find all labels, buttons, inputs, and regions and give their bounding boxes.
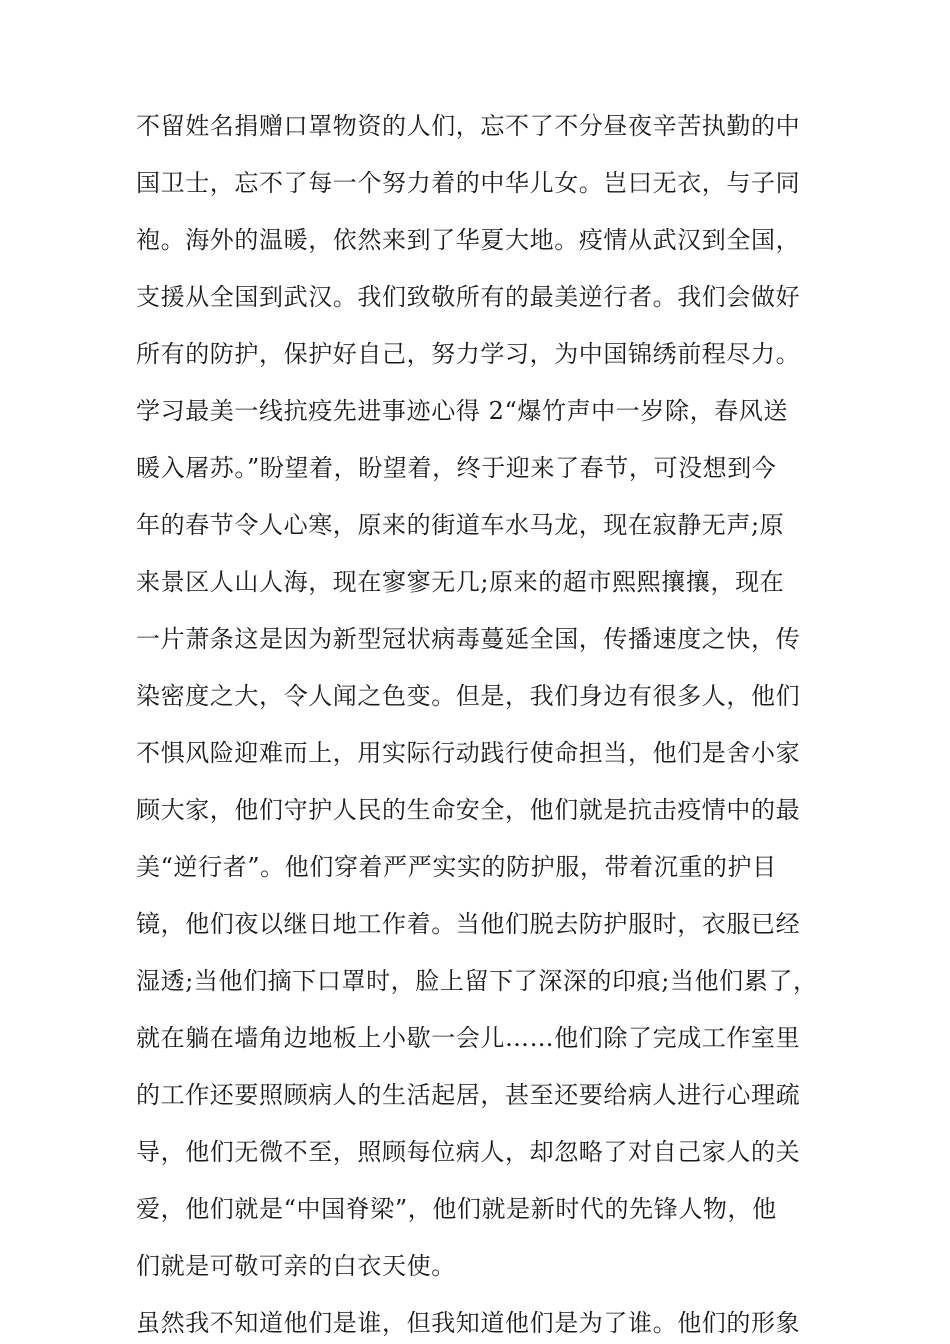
text-line-15: 镜，他们夜以继日地工作着。当他们脱去防护服时，衣服已经	[136, 910, 801, 938]
text-line-16: 湿透;当他们摘下口罩时，脸上留下了深深的印痕;当他们累了，	[136, 967, 818, 995]
text-line-11: 染密度之大，令人闻之色变。但是，我们身边有很多人，他们	[136, 682, 801, 710]
text-line-12: 不惧风险迎难而上，用实际行动践行使命担当，他们是舍小家	[136, 739, 801, 767]
text-line-13: 顾大家，他们守护人民的生命安全，他们就是抗击疫情中的最	[136, 796, 801, 824]
text-line-10: 一片萧条这是因为新型冠状病毒蔓延全国，传播速度之快，传	[136, 625, 801, 653]
text-line-8: 年的春节令人心寒，原来的街道车水马龙，现在寂静无声;原	[136, 511, 785, 539]
text-line-5: 所有的防护，保护好自己，努力学习，为中国锦绣前程尽力。	[136, 340, 801, 368]
text-line-4: 支援从全国到武汉。我们致敬所有的最美逆行者。我们会做好	[136, 283, 801, 311]
text-line-18: 的工作还要照顾病人的生活起居，甚至还要给病人进行心理疏	[136, 1081, 801, 1109]
text-line-17: 就在躺在墙角边地板上小歇一会儿……他们除了完成工作室里	[136, 1024, 801, 1052]
text-line-14: 美“逆行者”。他们穿着严严实实的防护服，带着沉重的护目	[136, 853, 777, 881]
text-line-20: 爱，他们就是“中国脊梁”，他们就是新时代的先锋人物，他	[136, 1195, 777, 1223]
text-line-9: 来景区人山人海，现在寥寥无几;原来的超市熙熙攘攘，现在	[136, 568, 785, 596]
text-line-7: 暖入屠苏。”盼望着，盼望着，终于迎来了春节，可没想到今	[136, 454, 777, 482]
text-line-19: 导，他们无微不至，照顾每位病人，却忽略了对自己家人的关	[136, 1138, 801, 1166]
text-line-2: 国卫士，忘不了每一个努力着的中华儿女。岂曰无衣，与子同	[136, 169, 801, 197]
text-line-22: 虽然我不知道他们是谁，但我知道他们是为了谁。他们的形象	[136, 1309, 801, 1337]
text-line-3: 袍。海外的温暖，依然来到了华夏大地。疫情从武汉到全国，	[136, 226, 801, 254]
text-line-21: 们就是可敬可亲的白衣天使。	[136, 1252, 456, 1280]
text-line-6: 学习最美一线抗疫先进事迹心得 2“爆竹声中一岁除，春风送	[136, 397, 788, 425]
text-line-1: 不留姓名捐赠口罩物资的人们，忘不了不分昼夜辛苦执勤的中	[136, 112, 801, 140]
